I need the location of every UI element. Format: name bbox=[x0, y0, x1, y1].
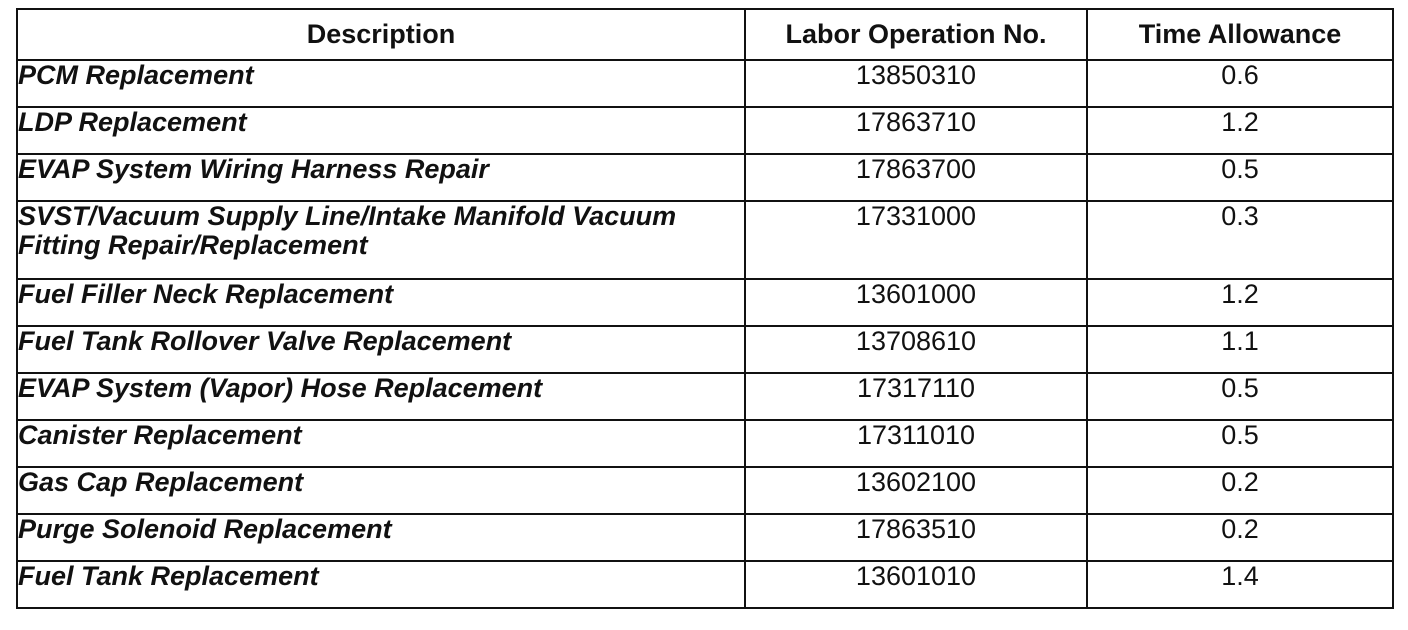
table-row bbox=[17, 201, 1393, 279]
time-allowance-cell: 1.4 bbox=[1087, 561, 1393, 608]
description-cell: SVST/Vacuum Supply Line/Intake Manifold Vacuum Fitting Repair/Replacement bbox=[17, 201, 745, 279]
header-labor-operation: Labor Operation No. bbox=[745, 9, 1087, 60]
time-allowance-cell: 0.2 bbox=[1087, 467, 1393, 514]
labor-operation-cell: 17317110 bbox=[745, 373, 1087, 420]
labor-operation-cell: 13601000 bbox=[745, 279, 1087, 326]
time-allowance-cell: 0.3 bbox=[1087, 201, 1393, 279]
labor-operation-cell: 13602100 bbox=[745, 467, 1087, 514]
time-allowance-cell: 0.5 bbox=[1087, 420, 1393, 467]
description-cell: Canister Replacement bbox=[17, 420, 745, 467]
description-cell: EVAP System Wiring Harness Repair bbox=[17, 154, 745, 201]
labor-operation-cell: 17311010 bbox=[745, 420, 1087, 467]
table-row bbox=[17, 154, 1393, 201]
table-row bbox=[17, 60, 1393, 107]
description-cell: EVAP System (Vapor) Hose Replacement bbox=[17, 373, 745, 420]
labor-operation-cell: 17331000 bbox=[745, 201, 1087, 279]
labor-operation-cell: 13708610 bbox=[745, 326, 1087, 373]
labor-operation-cell: 17863710 bbox=[745, 107, 1087, 154]
description-cell: Fuel Tank Replacement bbox=[17, 561, 745, 608]
description-cell: PCM Replacement bbox=[17, 60, 745, 107]
labor-operation-cell: 17863510 bbox=[745, 514, 1087, 561]
table-row bbox=[17, 467, 1393, 514]
description-cell: Fuel Filler Neck Replacement bbox=[17, 279, 745, 326]
header-description: Description bbox=[17, 9, 745, 60]
time-allowance-cell: 1.2 bbox=[1087, 107, 1393, 154]
table-row bbox=[17, 561, 1393, 608]
table-row bbox=[17, 373, 1393, 420]
time-allowance-cell: 0.5 bbox=[1087, 154, 1393, 201]
header-row bbox=[17, 9, 1393, 60]
time-allowance-cell: 0.5 bbox=[1087, 373, 1393, 420]
time-allowance-cell: 0.2 bbox=[1087, 514, 1393, 561]
table-row bbox=[17, 279, 1393, 326]
time-allowance-cell: 1.2 bbox=[1087, 279, 1393, 326]
description-cell: Gas Cap Replacement bbox=[17, 467, 745, 514]
labor-time-table bbox=[16, 8, 1394, 609]
table-row bbox=[17, 514, 1393, 561]
time-allowance-cell: 0.6 bbox=[1087, 60, 1393, 107]
description-cell: LDP Replacement bbox=[17, 107, 745, 154]
labor-operation-cell: 17863700 bbox=[745, 154, 1087, 201]
labor-operation-cell: 13601010 bbox=[745, 561, 1087, 608]
description-cell: Purge Solenoid Replacement bbox=[17, 514, 745, 561]
description-cell: Fuel Tank Rollover Valve Replacement bbox=[17, 326, 745, 373]
table-row bbox=[17, 326, 1393, 373]
labor-operation-cell: 13850310 bbox=[745, 60, 1087, 107]
header-time-allowance: Time Allowance bbox=[1087, 9, 1393, 60]
time-allowance-cell: 1.1 bbox=[1087, 326, 1393, 373]
table-row bbox=[17, 420, 1393, 467]
table-row bbox=[17, 107, 1393, 154]
